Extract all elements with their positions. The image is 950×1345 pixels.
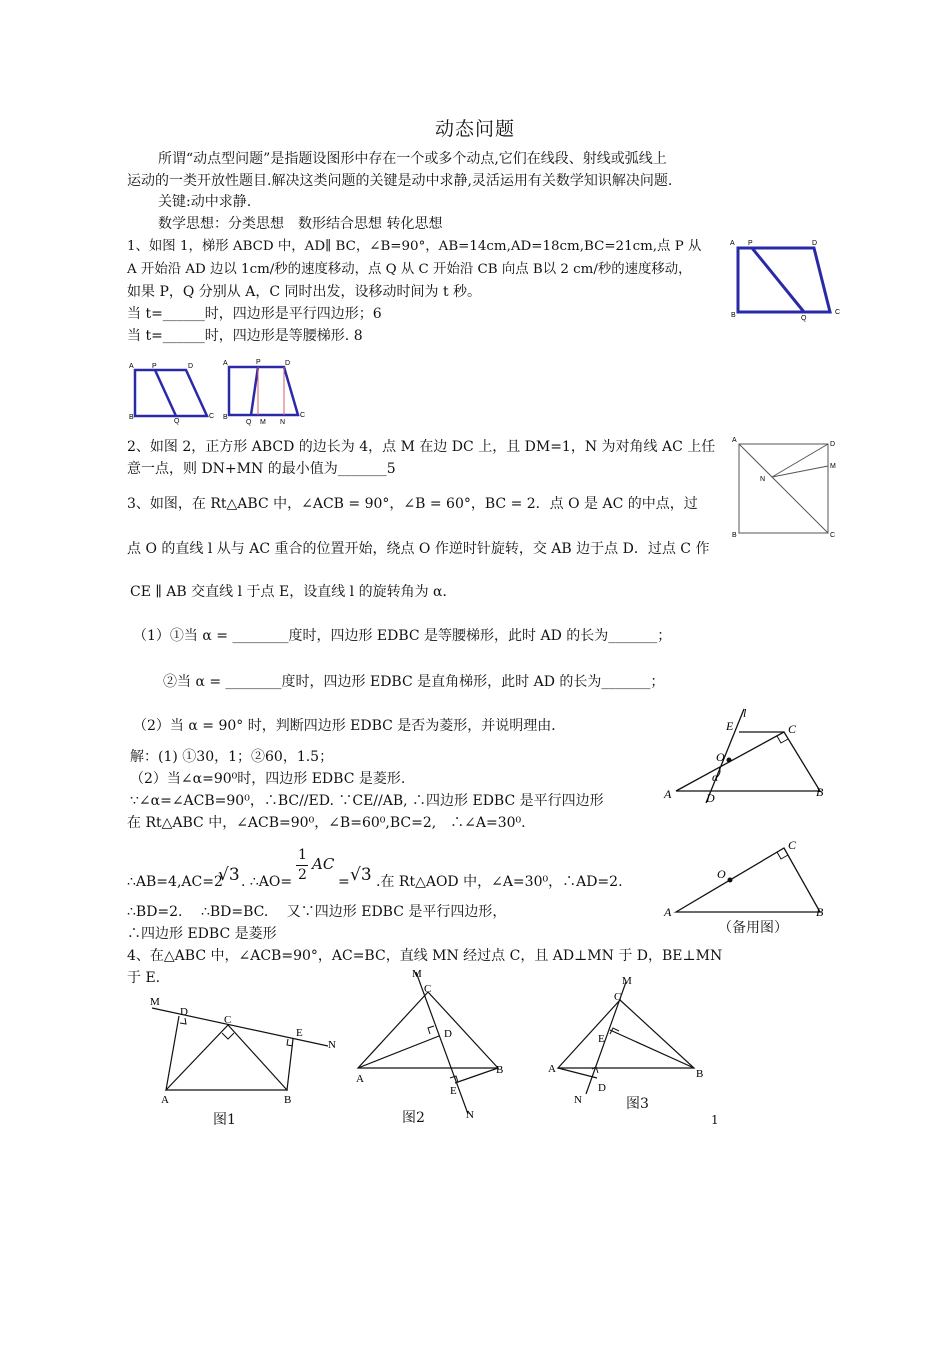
q1-isosceles-figure	[222, 359, 308, 425]
q3-answer7: ∴四边形 EDBC 是菱形	[127, 926, 277, 942]
svg-text:D: D	[285, 360, 291, 367]
q3-line1: 3、如图，在 Rt△ABC 中，∠ACB = 90°，∠B = 60°，BC = 2．点 O 是 AC 的中点，过	[127, 496, 698, 512]
svg-text:B: B	[129, 414, 134, 421]
svg-text:E: E	[598, 1033, 605, 1045]
svg-text:α: α	[712, 770, 719, 784]
svg-text:B: B	[496, 1064, 504, 1076]
svg-text:B: B	[816, 905, 824, 919]
svg-text:C: C	[209, 413, 215, 420]
q3-answer2: （2）当∠α=90⁰时，四边形 EDBC 是菱形.	[130, 771, 406, 787]
svg-text:C: C	[835, 309, 841, 316]
svg-text:A: A	[664, 905, 672, 919]
svg-text:B: B	[816, 785, 824, 799]
svg-text:N: N	[466, 1109, 474, 1121]
svg-text:M: M	[830, 463, 836, 470]
q3-answer5-sqrt2: √3	[350, 865, 372, 885]
q3-answer5-sqrt1: √3	[218, 865, 240, 885]
q1-line4: 当 t=______时，四边形是平行四边形；6	[127, 306, 382, 322]
q3-answer5-part3: .在 Rt△AOD 中，∠A=30⁰，∴AD=2.	[376, 874, 623, 890]
svg-text:A: A	[548, 1063, 556, 1075]
page-title: 动态问题	[434, 118, 515, 140]
q3-answer4: 在 Rt△ABC 中，∠ACB=90⁰，∠B=60⁰,BC=2, ∴∠A=30⁰.	[127, 815, 526, 831]
svg-text:B: B	[284, 1094, 292, 1106]
svg-text:C: C	[614, 991, 622, 1003]
svg-text:M: M	[412, 968, 422, 980]
svg-text:P: P	[152, 363, 157, 370]
q1-line5: 当 t=______时，四边形是等腰梯形. 8	[127, 328, 363, 344]
svg-text:A: A	[129, 363, 134, 370]
svg-text:M: M	[260, 419, 266, 426]
svg-text:C: C	[424, 983, 432, 995]
svg-text:Q: Q	[174, 418, 180, 425]
svg-text:N: N	[760, 476, 766, 483]
spare-figure-caption: （备用图）	[718, 920, 788, 936]
svg-text:D: D	[706, 791, 715, 805]
svg-text:C: C	[788, 722, 797, 736]
svg-text:D: D	[444, 1028, 452, 1040]
q4-line1: 4、在△ABC 中，∠ACB=90°，AC=BC，直线 MN 经过点 C，且 AD⊥MN 于 D，BE⊥MN	[127, 948, 723, 964]
svg-text:A: A	[732, 437, 737, 444]
q4-figure2	[352, 966, 512, 1126]
svg-text:A: A	[356, 1073, 364, 1085]
q4-fig2-caption: 图2	[402, 1110, 425, 1126]
q4-fig3-caption: 图3	[626, 1096, 649, 1112]
q1-line3: 如果 P，Q 分别从 A，C 同时出发，设移动时间为 t 秒。	[127, 284, 482, 300]
page-number: 1	[711, 1113, 719, 1127]
q1-trapezoid-figure	[728, 236, 848, 320]
svg-text:C: C	[788, 838, 797, 852]
q3-triangle-figure	[664, 703, 834, 805]
svg-text:D: D	[188, 363, 194, 370]
svg-text:C: C	[300, 412, 306, 419]
svg-text:C: C	[830, 532, 836, 539]
q3-answer5-eq: =	[338, 874, 350, 890]
q1-line2: A 开始沿 AD 边以 1cm/秒的速度移动，点 Q 从 C 开始沿 CB 向点 B以 2 cm/秒的速度移动，	[127, 262, 692, 277]
svg-text:Q: Q	[246, 419, 252, 426]
q4-fig1-caption: 图1	[213, 1112, 236, 1128]
q3-answer5-part1: ∴AB=4,AC=2	[127, 874, 223, 890]
svg-text:M: M	[150, 996, 160, 1008]
svg-text:E: E	[726, 719, 734, 733]
q3-answer3: ∵∠α=∠ACB=90⁰，∴BC//ED. ∵CE//AB, ∴四边形 EDBC 是平行四边形	[130, 793, 604, 809]
q3-answer6: ∴BD=2. ∴BD=BC. 又∵四边形 EDBC 是平行四边形，	[127, 904, 507, 920]
q3-answer5-ac: AC	[312, 855, 335, 873]
svg-text:Q: Q	[801, 315, 807, 322]
q3-sub1: （1）①当 α = ________度时，四边形 EDBC 是等腰梯形，此时 AD 的长为_______；	[133, 628, 672, 644]
q2-line2: 意一点，则 DN+MN 的最小值为_______5	[127, 461, 396, 477]
q2-square-figure	[730, 433, 840, 541]
svg-text:D: D	[830, 441, 836, 448]
svg-text:A: A	[161, 1094, 169, 1106]
q4-figure1	[146, 996, 346, 1106]
math-thought: 数学思想：分类思想 数形结合思想 转化思想	[158, 216, 443, 232]
q3-answer1: 解：(1) ①30，1；②60，1.5；	[130, 749, 334, 765]
q3-answer5-frac-den: 2	[298, 867, 307, 883]
svg-text:O: O	[716, 750, 725, 764]
svg-text:D: D	[180, 1006, 188, 1018]
svg-text:D: D	[598, 1082, 606, 1094]
q3-sub3: （2）当 α = 90° 时，判断四边形 EDBC 是否为菱形，并说明理由．	[133, 718, 566, 734]
q2-line1: 2、如图 2，正方形 ABCD 的边长为 4，点 M 在边 DC 上，且 DM=1，N 为对角线 AC 上任	[127, 439, 716, 455]
svg-text:A: A	[223, 360, 228, 367]
svg-text:N: N	[280, 419, 286, 426]
svg-text:A: A	[664, 787, 672, 801]
q1-parallelogram-figure	[128, 362, 215, 425]
q3-sub2: ②当 α = ________度时，四边形 EDBC 是直角梯形，此时 AD 的长为_______；	[163, 674, 665, 690]
svg-text:l: l	[743, 706, 747, 720]
svg-text:D: D	[812, 240, 818, 247]
q4-line2: 于 E.	[127, 970, 161, 986]
q3-answer5-part2: . ∴AO=	[241, 874, 293, 890]
intro-paragraph-line2: 运动的一类开放性题目.解决这类问题的关键是动中求静,灵活运用有关数学知识解决问题.	[127, 173, 673, 189]
svg-text:B: B	[223, 414, 228, 421]
q1-line1: 1、如图 1，梯形 ABCD 中，AD∥ BC，∠B=90°，AB=14cm,AD=18cm,BC=21cm,点 P 从	[127, 239, 702, 254]
svg-text:N: N	[328, 1039, 336, 1051]
key-idea: 关键:动中求静.	[158, 194, 252, 210]
svg-text:E: E	[296, 1027, 303, 1039]
q3-line3: CE ∥ AB 交直线 l 于点 E，设直线 l 的旋转角为 α．	[130, 584, 457, 600]
q3-line2: 点 O 的直线 l 从与 AC 重合的位置开始，绕点 O 作逆时针旋转，交 AB 边于点 D．过点 C 作	[127, 541, 710, 557]
svg-text:B: B	[732, 532, 737, 539]
q3-spare-figure	[664, 834, 834, 918]
intro-paragraph-line1: 所谓“动点型问题”是指题设图形中存在一个或多个动点,它们在线段、射线或弧线上	[158, 151, 667, 167]
q3-answer5-frac-num: 1	[298, 847, 307, 863]
svg-text:B: B	[731, 312, 736, 319]
svg-text:E: E	[450, 1085, 457, 1097]
svg-text:A: A	[730, 240, 735, 247]
svg-text:O: O	[717, 867, 726, 881]
svg-text:P: P	[748, 240, 753, 247]
svg-text:P: P	[256, 359, 261, 366]
svg-text:B: B	[696, 1068, 704, 1080]
svg-text:C: C	[224, 1014, 232, 1026]
svg-text:M: M	[622, 975, 632, 987]
svg-text:N: N	[574, 1094, 582, 1106]
